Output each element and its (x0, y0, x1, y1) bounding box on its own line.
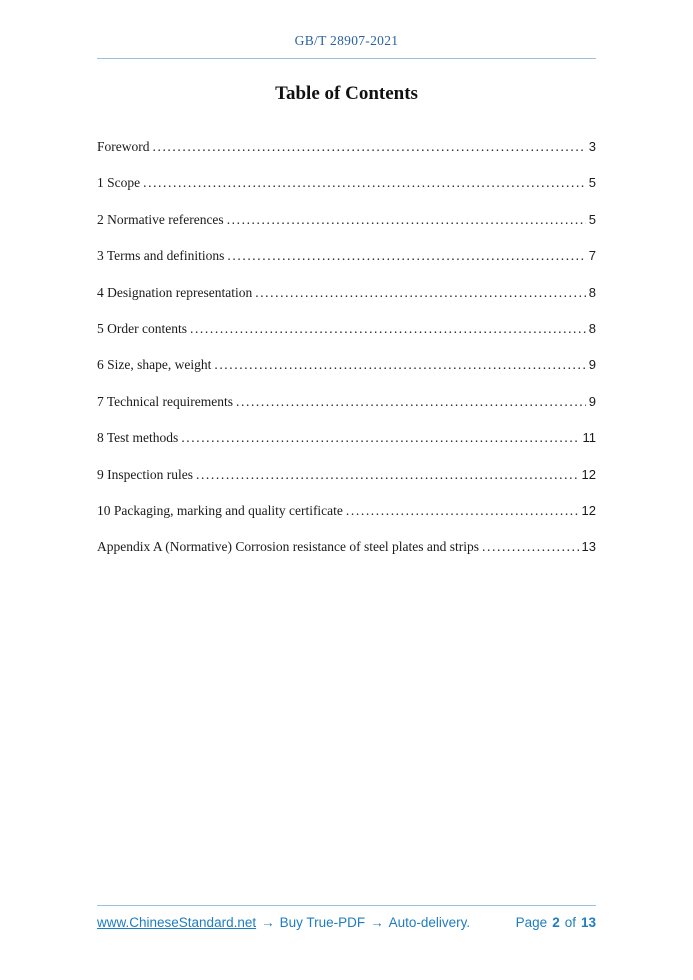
toc-leader-dots (181, 430, 579, 446)
toc-entry-page: 12 (581, 466, 596, 482)
page-current-number: 2 (552, 915, 560, 930)
toc-leader-dots (227, 248, 585, 264)
toc-entry-page: 3 (588, 139, 596, 154)
toc-entry-label: 8 Test methods (97, 430, 179, 446)
page-word-label: Page (515, 915, 548, 930)
toc-leader-dots (227, 212, 586, 228)
toc-leader-dots (153, 139, 586, 155)
toc-leader-dots (190, 321, 586, 337)
toc-leader-dots (236, 394, 586, 410)
toc-entry-test-methods[interactable] (97, 430, 596, 466)
toc-entry-label: 6 Size, shape, weight (97, 357, 212, 373)
toc-entry-page: 8 (588, 284, 596, 300)
toc-entry-packaging-marking[interactable] (97, 503, 596, 539)
of-word-label: of (564, 915, 576, 930)
toc-leader-dots (143, 175, 586, 191)
toc-entry-label: 7 Technical requirements (97, 393, 234, 409)
toc-entry-page: 5 (588, 175, 596, 191)
page-total-number: 13 (580, 915, 596, 930)
toc-entry-designation-representation[interactable] (97, 285, 596, 321)
toc-leader-dots (255, 285, 586, 301)
toc-entry-label: 9 Inspection rules (97, 466, 193, 482)
toc-entry-page: 5 (588, 211, 596, 227)
toc-entry-order-contents[interactable] (97, 321, 596, 357)
page-indicator (516, 915, 596, 930)
toc-entry-page: 11 (582, 430, 596, 446)
toc-entry-scope[interactable] (97, 175, 596, 211)
footer-delivery-label: Auto-delivery. (388, 915, 471, 930)
doc-number: GB/T 28907-2021 (294, 33, 399, 48)
toc-entry-page: 8 (588, 320, 596, 336)
toc-entry-page: 9 (588, 357, 596, 373)
page-footer (97, 905, 596, 930)
toc-entry-label: 5 Order contents (97, 320, 187, 336)
toc-entry-label: 1 Scope (97, 175, 141, 191)
toc-entry-page: 9 (588, 393, 596, 409)
footer-site-link[interactable]: www.ChineseStandard.net (97, 915, 257, 930)
arrow-right-icon: → (261, 915, 275, 930)
toc-entry-size-shape-weight[interactable] (97, 357, 596, 393)
toc-entry-foreword[interactable] (97, 139, 596, 175)
toc-entry-normative-references[interactable] (97, 212, 596, 248)
page-title: Table of Contents (275, 83, 418, 104)
footer-promo (97, 915, 470, 930)
table-of-contents (97, 139, 596, 576)
toc-leader-dots (214, 357, 585, 373)
toc-entry-page: 12 (581, 502, 596, 518)
toc-entry-page: 13 (581, 539, 596, 555)
page-header (97, 0, 596, 59)
toc-entry-terms-definitions[interactable] (97, 248, 596, 284)
footer-buy-label: Buy True-PDF (279, 915, 366, 930)
header-rule (97, 58, 596, 59)
toc-entry-page: 7 (588, 248, 596, 264)
toc-entry-technical-requirements[interactable] (97, 394, 596, 430)
toc-leader-dots (482, 539, 578, 555)
toc-leader-dots (196, 467, 579, 483)
toc-entry-label: 10 Packaging, marking and quality certificate (97, 502, 343, 518)
toc-entry-label: 4 Designation representation (97, 284, 253, 300)
toc-entry-inspection-rules[interactable] (97, 467, 596, 503)
toc-leader-dots (346, 503, 579, 519)
toc-entry-label: 2 Normative references (97, 211, 224, 227)
toc-entry-label: Foreword (97, 139, 150, 154)
toc-entry-label: 3 Terms and definitions (97, 248, 225, 264)
toc-entry-appendix-a[interactable] (97, 539, 596, 575)
arrow-right-icon: → (370, 915, 384, 930)
footer-rule (97, 905, 596, 906)
toc-entry-label: Appendix A (Normative) Corrosion resistance of steel plates and strips (97, 539, 480, 555)
